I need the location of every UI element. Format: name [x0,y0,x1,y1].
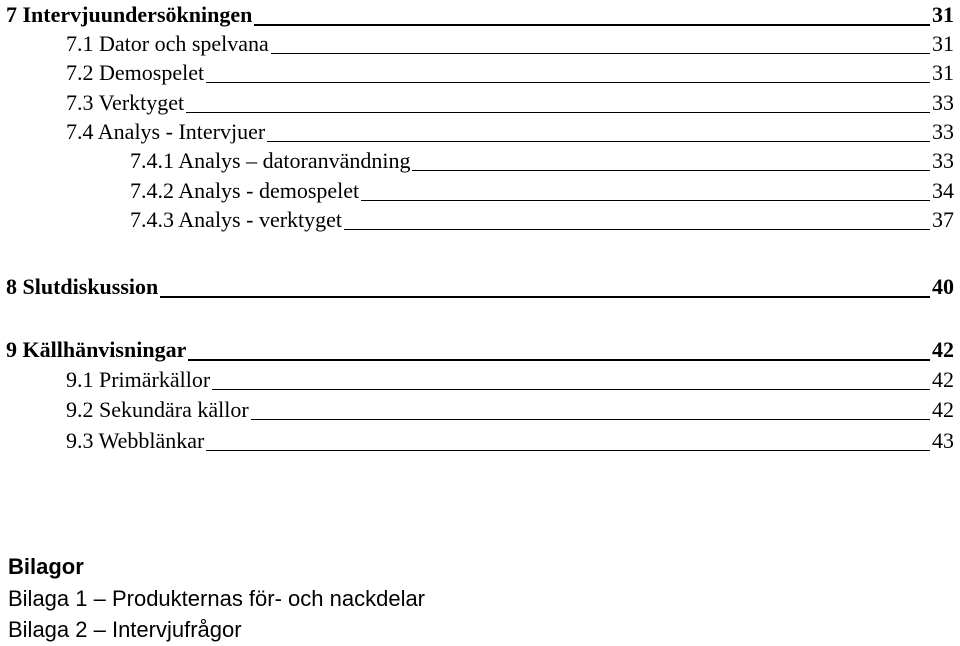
toc-leader-line [206,82,930,83]
toc-page-number: 42 [932,397,954,422]
toc-page-number: 40 [932,274,954,299]
toc-page-number: 33 [932,90,954,115]
toc-entry-9-1[interactable] [0,365,960,395]
toc-entry-chapter-8[interactable] [0,272,960,302]
toc-entry-7-2[interactable] [0,58,960,88]
toc-entry-title: 7.4.2 Analys - demospelet [130,178,360,203]
toc-entry-7-4-3[interactable] [0,205,960,235]
toc-leader-line [160,296,930,298]
appendices-heading: Bilagor [8,554,84,579]
toc-page-number: 33 [932,119,954,144]
toc-entry-7-3[interactable] [0,88,960,118]
appendix-item-2[interactable]: Bilaga 2 – Intervjufrågor [8,617,242,642]
toc-entry-title: 9 Källhänvisningar [6,337,187,362]
toc-entry-title: 7 Intervjuundersökningen [6,2,253,27]
toc-leader-line [186,112,930,113]
toc-entry-7-1[interactable] [0,29,960,59]
toc-entry-title: 7.4.1 Analys – datoranvändning [130,148,411,173]
toc-entry-title: 9.2 Sekundära källor [66,397,249,422]
toc-entry-title: 7.1 Dator och spelvana [66,31,269,56]
toc-entry-title: 7.4 Analys - Intervjuer [66,119,266,144]
toc-leader-line [271,53,930,54]
toc-page-number: 42 [932,337,954,362]
toc-leader-line [267,141,930,142]
toc-leader-line [206,450,930,451]
toc-entry-9-2[interactable] [0,395,960,425]
toc-entry-9-3[interactable] [0,426,960,456]
toc-entry-title: 9.3 Webblänkar [66,428,205,453]
toc-page-number: 31 [932,60,954,85]
toc-page-number: 33 [932,148,954,173]
toc-leader-line [251,419,930,420]
toc-entry-title: 7.4.3 Analys - verktyget [130,207,343,232]
appendix-item-1[interactable]: Bilaga 1 – Produkternas för- och nackdelar [8,586,426,611]
toc-entry-chapter-7[interactable] [0,0,960,30]
toc-entry-7-4[interactable] [0,117,960,147]
toc-leader-line [361,200,930,201]
toc-leader-line [212,389,930,390]
toc-leader-line [412,170,930,171]
toc-page-number: 42 [932,367,954,392]
toc-leader-line [344,229,930,230]
toc-leader-line [188,359,930,361]
toc-entry-7-4-1[interactable] [0,146,960,176]
toc-entry-title: 8 Slutdiskussion [6,274,159,299]
toc-page-number: 43 [932,428,954,453]
toc-page-number: 31 [932,2,954,27]
toc-entry-title: 7.3 Verktyget [66,90,185,115]
toc-page-number: 37 [932,207,954,232]
toc-entry-title: 7.2 Demospelet [66,60,205,85]
toc-entry-title: 9.1 Primärkällor [66,367,211,392]
toc-entry-7-4-2[interactable] [0,176,960,206]
toc-leader-line [254,24,930,26]
toc-page-number: 31 [932,31,954,56]
toc-entry-chapter-9[interactable] [0,335,960,365]
toc-page-number: 34 [932,178,954,203]
